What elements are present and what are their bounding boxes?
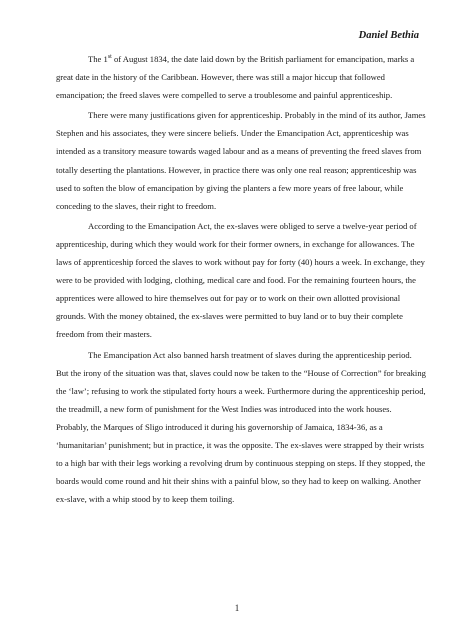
- author-name: Daniel Bethia: [358, 30, 419, 41]
- paragraph-2: There were many justifications given for apprenticeship. Probably in the mind of its author, James Stephen and his associates, they were sincere beliefs. Under the Emancipation Act, apprenticeship was intended as a transitory measure towards waged labour and as a means of preventing the freed slaves from totally deserting the plantations. However, in practice there was only one real reason; apprenticeship was used to soften the blow of emancipation by giving the planters a few more years of free labour, while conceding to the slaves, their right to freedom.: [56, 110, 426, 211]
- paragraph-4: The Emancipation Act also banned harsh treatment of slaves during the apprenticeship period. But the irony of the situation was that, slaves could now be taken to the “House of Correction” for breaking the ‘law’; refusing to work the stipulated forty hours a week. Furthermore during the apprenticeship period, the treadmill, a new form of punishment for the West Indies was introduced into the work houses. Probably, the Marques of Sligo introduced it during his governorship of Jamaica, 1834-36, as a ‘humanitarian’ punishment; but in practice, it was the opposite. The ex-slaves were strapped by their wrists to a high bar with their legs working a revolving drum by continuous stepping on steps. If they stopped, the boards would come round and hit their shins with a painful blow, so they had to keep on walking. Another ex-slave, with a whip stood by to keep them toiling.: [56, 349, 426, 505]
- paragraph-1-start: The 1: [88, 54, 108, 64]
- paragraph-1: [56, 50, 426, 104]
- paragraph-3: According to the Emancipation Act, the ex-slaves were obliged to serve a twelve-year period of apprenticeship, during which they would work for their former owners, in exchange for allowances. The laws of apprenticeship forced the slaves to work without pay for forty (40) hours a week. In exchange, they were to be provided with lodging, clothing, medical care and food. For the remaining fourteen hours, the apprentices were allowed to hire themselves out for pay or to work on their own allotted provisional grounds. With the money obtained, the ex-slaves were permitted to buy land or to buy their complete freedom from their masters.: [56, 220, 425, 340]
- paragraph-1-rest: of August 1834, the date laid down by the British parliament for emancipation, marks a great date in the history of the Caribbean. However, there was still a major hiccup that followed emancipation; the freed slaves were compelled to serve a troublesome and painful apprenticeship.: [56, 54, 415, 101]
- essay-body: [56, 50, 426, 508]
- ordinal-suffix: st: [107, 54, 112, 61]
- page-number: 1: [234, 603, 240, 613]
